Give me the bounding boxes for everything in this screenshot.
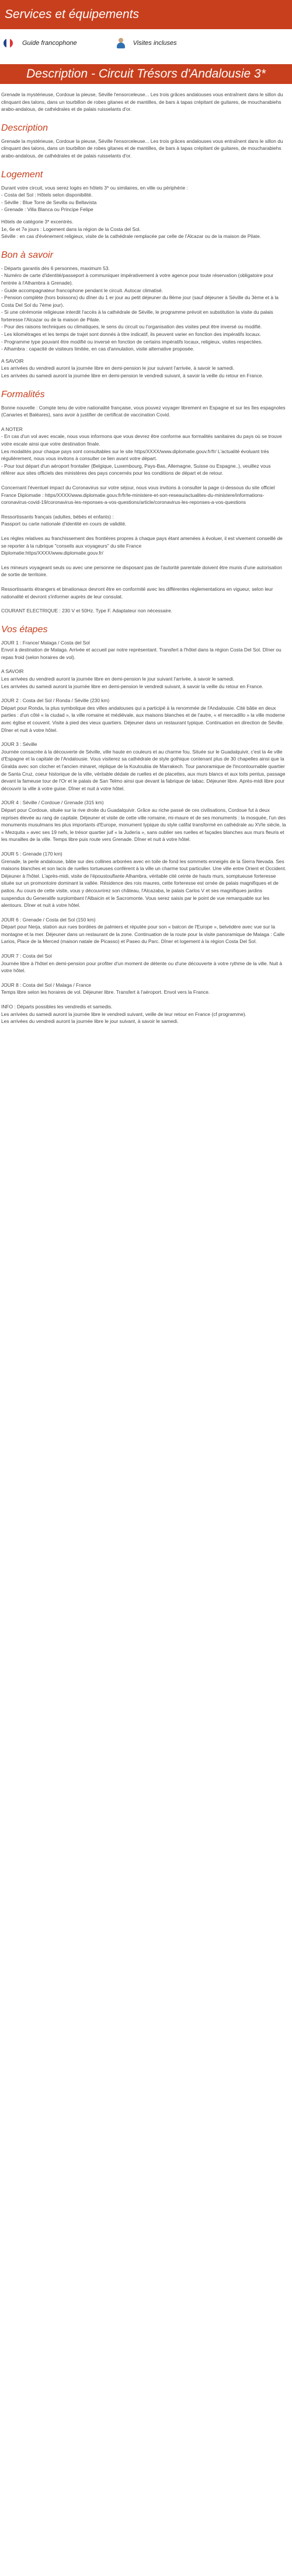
day-text: JOUR 8 : Costa del Sol / Malaga / France Temps libre selon les horaires de vol. Déjeuner libre. Transfert à l'aéroport. Envol vers la France. [1,982,210,996]
formalites-text-2: A NOTER - En cas d'un vol avec escale, nous vous informons que vous devrez être conforme aux formalités sanitaires du pays où se trouve votre escale ainsi que votre destination finale. Les modalités pour chaque pays sont consultables sur le site https/XXXX/www.diplomatie.gouv.fr/fr/ L'actualité évoluant très régulièrement, nous vous invitons à consulter ce lien avant votre départ. - Pour tout départ d'un aéroport frontalier (Belgique, Luxembourg, Pays-Bas, Allemagne, Suisse ou Espagne..), veuillez vous référer aux sites officiels des ministères des pays concernés pour les conditions de départ et de retour. [1,426,282,476]
guest-icon [116,38,126,48]
service-visits [116,38,177,48]
content [0,84,292,1025]
day-text: JOUR 7 : Costa del Sol Journée libre à l'hôtel en demi-pension pour profiter d'un moment de détente ou d'une découverte à votre rythme de la ville. Nuit à votre hôtel. [1,953,283,974]
day-text: JOUR 4 : Séville / Cordoue / Grenade (315 km) Départ pour Cordoue, située sur la rive droite du Guadalquivir. Grâce au riche passé de ces civilisations, Cordoue fut à deux reprises élevée au rang de capitale. Déjeuner et visite de cette ville romaine, mi-maure et de ses monuments : la mosquée, l'un des monuments musulmans les plus importants d'Europe, monument typique du style califal transformé en cathédrale au XVIe siècle, la « Mezquita » avec ses 19 nefs, le trésor quartier juif « la Judería », sans oublier ses ruelles et façades blanches aux murs fleuris et les murailles de la ville. Temps libre puis route vers Grenade. Dîner et nuit à votre hôtel. [1,800,286,843]
bon-a-savoir-note: A SAVOIR Les arrivées du vendredi auront la journée libre en demi-pension le jour suivant l'arrivée, à savoir le samedi. Les arrivées du samedi auront la journée libre en demi-pension le vendredi suivant, à savoir la veille du retour en France. [1,358,263,379]
formalites-text-5: Les règles relatives au franchissement des frontières propres à chaque pays étant amenées à évoluer, il est vivement conseillé de se reporter à la rubrique "conseils aux voyageurs" du site France Diplomatie:https/XXXX/www.diplomatie.gouv.fr/ [1,535,283,556]
bon-a-savoir-text: - Départs garantis dès 6 personnes, maximum 53. - Numéro de carte d'identité/passeport à communiquer impérativement à votre agence pour toute réservation (obligatoire pour l'entrée à l'Alhambra à Grenade). - Guide accompagnateur francophone pendant le circuit. Autocar climatisé. - Pension complète (hors boissons) du dîner du 1 er jour au petit déjeuner du 8ème jour (sauf déjeuner à Séville du 3ème et à la Costa Del Sol du 7ème jour). - Si une cérémonie religieuse interdit l'accès à la cathédrale de Séville, le programme prévoit en substitution la visite du palais forteresse l'Alcazar ou de la maison de Pilate. - Pour des raisons techniques ou climatiques, le sens du circuit ou l'organisation des visites peut être inversé ou modifié. - Les kilométrages et les temps de trajet sont donnés à titre indicatif, ils peuvent varier en fonction des impératifs locaux. - Programme type pouvant être modifié ou inversé en fonction de certains impératifs locaux, religieux, visites respectées. - Alhambra : capacité de visiteurs limitée, en cas d'annulation, visite alternative proposée. [1,265,279,352]
formalites-text-7: Ressortissants étrangers et binationaux devront être en conformité avec les différentes réglementations en vigueur, selon leur nationalité et devront s'informer auprès de leur consulat. [1,586,273,600]
formalites-text-1: Bonne nouvelle : Compte tenu de votre nationalité française, vous pouvez voyager librement en Espagne et sur les îles espagnoles (Canaries et Baléares), sans avoir à justifier de certificat de vaccination Covid. [1,404,286,418]
day-text: JOUR 3 : Séville Journée consacrée à la découverte de Séville, ville haute en couleurs et au charme fou. Située sur le Guadalquivir, c'est la 4e ville d'Espagne et la capitale de l'Andalousie. Vous visiterez sa cathédrale de style gothique contenant plus de 30 chapelles ainsi que la Giralda avec son clocher et l'ancien minaret, réplique de la Koutoubia de Marrakech. Tour panoramique de l'incontournable quartier de Santa Cruz, coeur historique de la ville, véritable dédale de ruelles et de placettes, aux murs blancs et aux toits pentus, passage devant la fameuse tour de l'Or et le palais de San Telmo ainsi que devant la fabrique de tabac. Déjeuner libre. Après-midi libre pour découvrir la ville à votre guise. Dîner et nuit à votre hôtel. [1,741,286,791]
formalites-text-4: Ressortissants français (adultes, bébés et enfants) : Passport ou carte nationale d'identité en cours de validité. [1,513,127,527]
day-text: JOUR 2 : Costa del Sol / Ronda / Séville (230 km) Départ pour Ronda, la plus symbolique des villes andalouses qui a participé à la renommée de l'Andalousie. Cité bâtie en deux parties : d'un côté « la ciudad », la ville romaine et médiévale, aux maisons blanches et de l'autre, « el mercadillo » la ville moderne avec église et couvent. Visite à pied des vieux quartiers. Déjeuner dans un restaurant typique. Continuation en direction de Séville. Dîner et nuit à votre hôtel. [1,698,285,733]
french-flag-icon [4,38,13,48]
description-text: Grenade la mystérieuse, Cordoue la pieuse, Séville l'ensorceleuse... Les trois grâces andalouses vous entraînent dans le sillon du clinquant des talons, dans un tourbillon de robes gitanes et de mantilles, de bars à tapas crépitant de guitares, de moucharabiehs arabo-andalous, de cathédrales et de palais ruisselants d'or. [1,138,283,159]
services-list [0,29,292,57]
description-heading-band [0,64,292,84]
logement-text-2: Hôtels de catégorie 3* excentrés. 1e, 6e et 7e jours : Logement dans la région de la Costa del Sol. Séville : en cas d'évènement religieux, visite de la cathédrale remplacée par celle de l'Alcazar ou de la maison de Pilate. [1,218,261,240]
service-guide [4,38,77,48]
formalites-text-6: Les mineurs voyageant seuls ou avec une personne ne disposant pas de l'autorité parentale doivent être munis d'une autorisation de sortie de territoire. [1,564,282,578]
section-title-bon-a-savoir: Bon à savoir [1,250,53,260]
formalites-text-3: Concernant l'éventuel impact du Coronavirus sur votre séjour, nous vous invitons à consulter la page ci-dessous du site officiel France Diplomatie : https/XXXX/www.diplomatie.gouv.fr/fr/le-ministere-et-son-reseau/actualites-du-ministere/informations-coronavirus-covid-19/coronavirus-les-reponses-a-vos-questions/article/coronavirus-les-reponses-a-vos-questions [1,484,275,506]
formalites-text-8: COURANT ELECTRIQUE : 230 V et 50Hz. Type F. Adaptateur non nécessaire. [1,608,172,614]
section-title-formalites: Formalités [1,389,45,399]
description-heading: Description - Circuit Trésors d'Andalousie 3* [26,67,266,80]
day-text: JOUR 1 : France/ Malaga / Costa del Sol Envol à destination de Malaga. Arrivée et accueil par notre représentant. Transfert à l'hôtel dans la région Costa Del Sol. Dîner ou repas froid (selon horaires de vol). [1,639,281,660]
service-visits-label: Visites incluses [133,40,177,47]
section-title-logement: Logement [1,169,43,180]
service-guide-label: Guide francophone [22,40,77,47]
logement-text-1: Durant votre circuit, vous serez logés en hôtels 3* ou similaires, en ville ou périphérie : - Costa del Sol : Hôtels selon disponibilité. - Séville : Blue Torre de Sevilla ou Bellavista - Grenade : Villa Blanca ou Principe Felipe [1,184,188,213]
services-heading: Services et équipements [5,8,139,21]
section-title-etapes: Vos étapes [1,624,48,635]
day-text: A SAVOIR Les arrivées du vendredi auront la journée libre en demi-pension le jour suivant l'arrivée, à savoir le samedi. Les arrivées du samedi auront la journée libre en demi-pension le vendredi suivant, à savoir la veille du retour en France. [1,668,263,689]
day-text: JOUR 6 : Grenade / Costa del Sol (150 km) Départ pour Nerja, station aux rues bordées de palmiers et réputée pour son « balcon de l'Europe », belvédère avec vue sur la montagne et la mer. Déjeuner dans un restaurant de la zone. Continuation de la route pour la visite panoramique de Malaga : Calle Larios, Place de la Merced (maison natale de Picasso) et Paseo du Parc. Dîner et logement à la région Costa Del Sol. [1,916,285,945]
day-text: JOUR 5 : Grenade (170 km) Grenade, la perle andalouse, bâtie sur des collines arborées avec en toile de fond les sommets enneigés de la Sierra Nevada. Ses maisons blanches et son lacis de ruelles tortueuses confèrent à la ville un charme tout particulier. Une ville entre Orient et Occident. Déjeuner à l'hôtel. L'après-midi, visite de l'époustouflante Alhambra, véritable cité ceinte de hauts murs, somptueuse forteresse située sur un promontoire dominant la vallée. Résidence des rois maures, cette forteresse est ornée de palais magnifiques et de patios. Au cours de cette visite, vous y découvrirez son château, l'Alcazaba, le palais Carlos V et ses magnifiques jardins suspendus du Generalife surplombant l'Albaicin et le Sacromonte. Vous serez saisis par le point de vue remarquable sur les alentours. Dîner et nuit à votre hôtel. [1,850,286,909]
intro-text: Grenade la mystérieuse, Cordoue la pieuse, Séville l'ensorceleuse... Les trois grâces andalouses vous entraînent dans le sillon du clinquant des talons, dans un tourbillon de robes gitanes et de mantilles, de bars à tapas crépitant de guitares, de moucharabiehs arabo-andalous, de cathédrales et de palais ruisselants d'or. [1,92,283,113]
info-text: INFO : Départs possibles les vendredis et samedis. Les arrivées du samedi auront la journée libre le vendredi suivant, veille de leur retour en France (cf programme). Les arrivées du vendredi auront la journée libre le jour suivant, à savoir le samedi. [1,1004,246,1025]
section-title-description: Description [1,122,48,133]
services-heading-band [0,0,292,29]
page [0,0,292,1025]
